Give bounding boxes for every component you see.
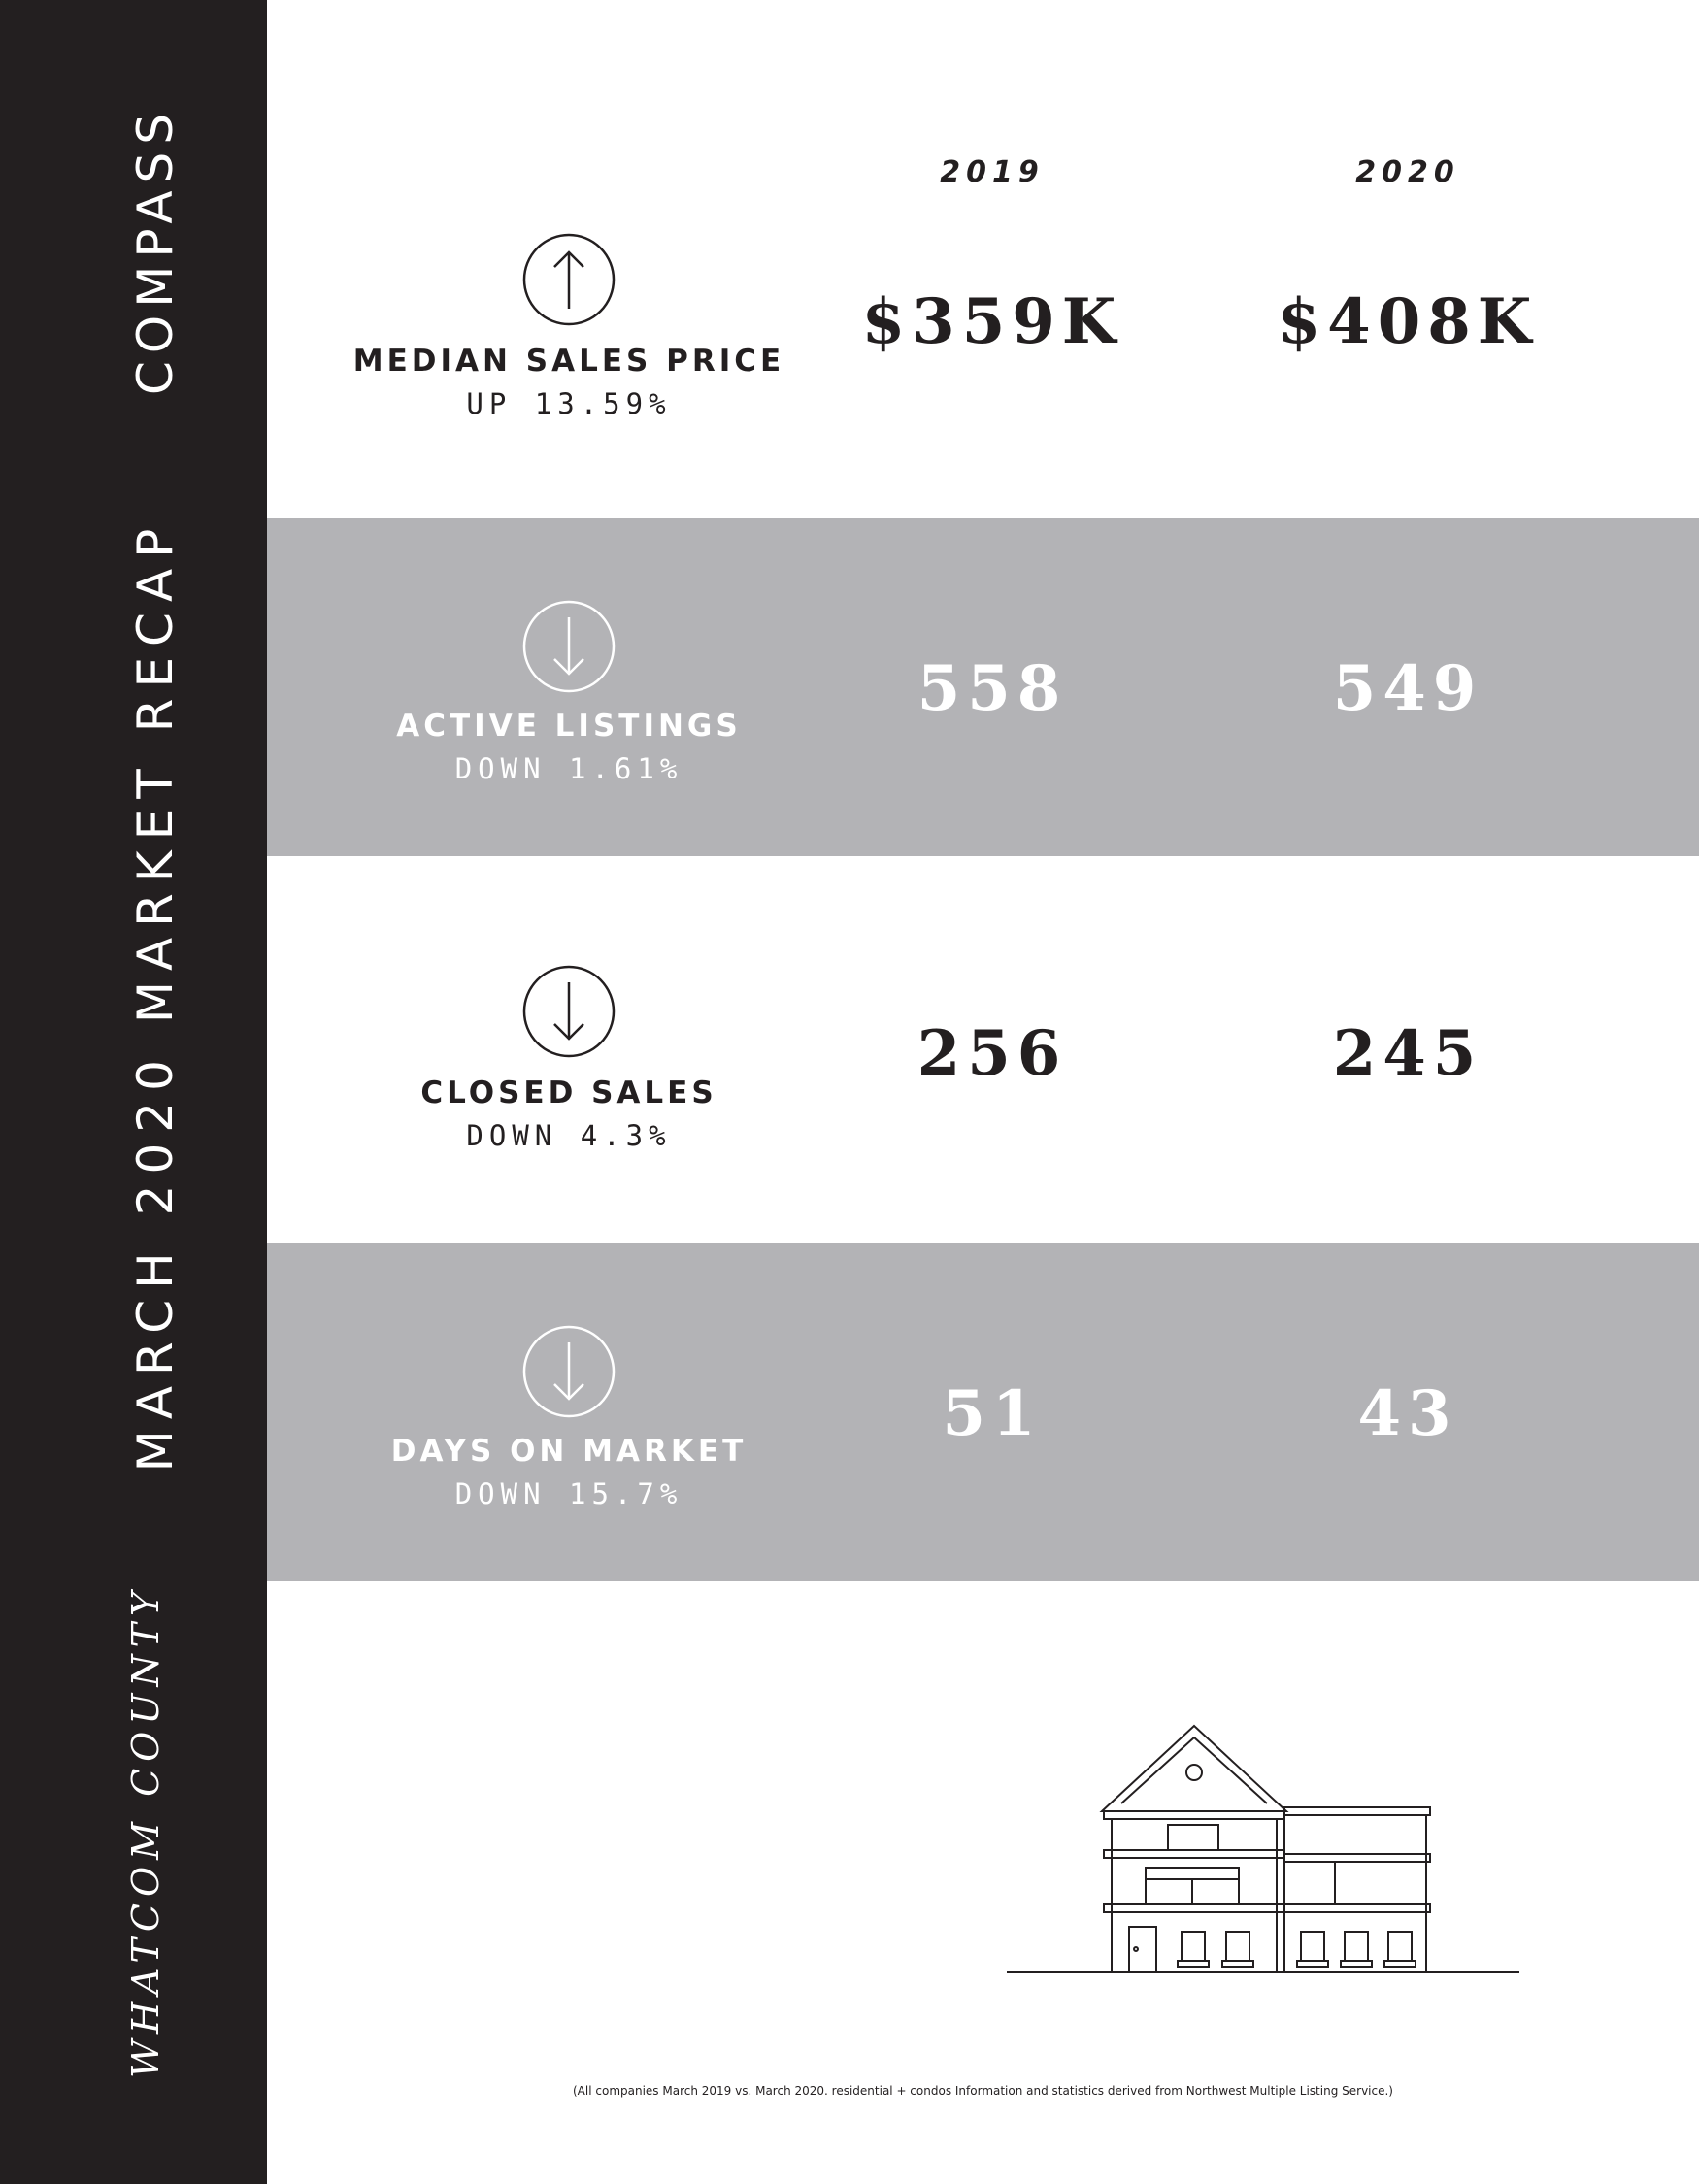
metric-value-2019: $359K — [861, 285, 1123, 358]
metric-value-2019: 256 — [916, 1017, 1068, 1090]
metric-value-2020: $408K — [1277, 285, 1539, 358]
footnote: (All companies March 2019 vs. March 2020. residential + condos Information and statistics derived from Northwest Multiple Listing Service.) — [573, 2084, 1393, 2098]
year-header-2019: 2019 — [940, 155, 1045, 189]
metric-row-active-listings — [267, 518, 1699, 856]
metric-label: DAYS ON MARKET — [390, 1434, 748, 1469]
sidebar — [0, 0, 267, 2184]
arrow-down-circle-icon — [522, 1325, 616, 1418]
metric-value-2019: 558 — [916, 652, 1068, 725]
metric-value-2020: 245 — [1332, 1017, 1483, 1090]
house-icon — [1005, 1718, 1524, 1980]
metric-label: ACTIVE LISTINGS — [396, 709, 742, 744]
metric-value-2020: 43 — [1357, 1377, 1458, 1450]
metric-change: DOWN 4.3% — [466, 1119, 672, 1152]
metric-change: DOWN 15.7% — [454, 1477, 683, 1510]
arrow-up-circle-icon — [522, 233, 616, 326]
county-name: WHATCOM COUNTY — [124, 1584, 167, 2079]
metric-row-median-sales-price — [267, 181, 1699, 518]
metric-label: CLOSED SALES — [420, 1075, 717, 1110]
metric-change: DOWN 1.61% — [454, 752, 683, 785]
arrow-down-circle-icon — [522, 965, 616, 1058]
metric-value-2020: 549 — [1332, 652, 1483, 725]
metric-row-closed-sales — [267, 856, 1699, 1194]
report-title: MARCH 2020 MARKET RECAP — [127, 517, 183, 1473]
metric-row-days-on-market — [267, 1243, 1699, 1581]
arrow-down-circle-icon — [522, 600, 616, 693]
metric-value-2019: 51 — [942, 1377, 1043, 1450]
brand-logo: COMPASS — [127, 105, 183, 396]
metric-change: UP 13.59% — [466, 387, 672, 420]
metric-label: MEDIAN SALES PRICE — [352, 344, 785, 379]
year-header-2020: 2020 — [1355, 155, 1460, 189]
